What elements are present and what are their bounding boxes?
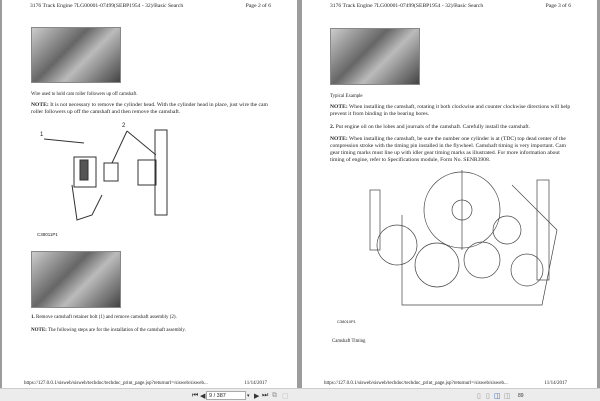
camshaft-photo	[31, 251, 121, 308]
page-dropdown-icon[interactable]: ▾	[247, 392, 250, 399]
footer-url: https://127.0.0.1/sisweb/sisweb/techdoc/techdoc_print_page.jsp?returnurl=/sisweb/sisweb...	[24, 381, 208, 386]
header-title: 3176 Track Engine 7LG00001-07499(SEBP1954 - 32)/Basic Search	[330, 3, 484, 9]
page-footer	[324, 380, 567, 387]
two-page-continuous-icon[interactable]: ◫	[504, 392, 511, 400]
two-page-icon[interactable]: ◫	[494, 392, 501, 400]
page-number-input[interactable]: 9 / 387	[206, 391, 246, 400]
step-body: Put engine oil on the lobes and journals of the camshaft. Carefully install the camshaft.	[334, 124, 531, 130]
page-number: Page 2 of 6	[245, 3, 271, 9]
first-page-icon[interactable]: ⏮	[192, 391, 199, 399]
page-header	[30, 3, 271, 10]
note-label: NOTE:	[330, 136, 348, 142]
footer-date: 11/14/2017	[544, 381, 567, 386]
figure-id: C38010P1	[337, 319, 356, 324]
header-title: 3176 Track Engine 7LG00001-07499(SEBP1954 - 32)/Basic Search	[30, 3, 184, 9]
prev-page-icon[interactable]: ◀	[200, 392, 206, 400]
note-label: NOTE:	[31, 102, 49, 108]
single-page-icon[interactable]: ▯	[477, 392, 481, 400]
camshaft-diagram	[32, 125, 182, 225]
note-body: The following steps are for the installation of the camshaft assembly.	[46, 328, 186, 333]
note-text	[330, 104, 575, 118]
pdf-page-2	[2, 0, 297, 388]
step-body: Remove camshaft retainer bolt (1) and remove camshaft assembly (2).	[34, 315, 177, 320]
figure-id: C38011P1	[37, 232, 58, 237]
page-header	[330, 3, 571, 10]
figure-caption: Camshaft Timing	[332, 339, 366, 344]
note-label: NOTE:	[330, 104, 348, 110]
next-page-icon[interactable]: ▶	[254, 392, 260, 400]
photo-caption: Wire used to hold cam roller followers up off camshaft.	[31, 92, 138, 97]
note-body: When installing the camshaft, rotating it both clockwise and counter clockwise directions will help prevent it from binding in the bearing bores.	[330, 104, 571, 117]
step-text	[330, 124, 575, 131]
note-body: When installing the camshaft, be sure the number one cylinder is at (TDC) top dead center of the compression stroke with the timing pin installed in the flywheel. Camshaft timing is very important. Cam gear timing marks must line up with idler gear timing marks as illustrated. For more information about timing of engine, refer to Specifications module, Form No. SENR3908.	[330, 136, 566, 163]
note-label: NOTE:	[31, 328, 47, 333]
zoom-level[interactable]: 89	[518, 392, 524, 399]
last-page-icon[interactable]: ⏭	[262, 391, 269, 399]
footer-url: https://127.0.0.1/sisweb/sisweb/techdoc/techdoc_print_page.jsp?returnurl=/sisweb/sisweb...	[324, 381, 508, 386]
footer-date: 11/14/2017	[244, 381, 267, 386]
step-number: 2.	[330, 124, 335, 130]
callout-2: 2	[122, 123, 126, 129]
fit-icon[interactable]: ▢	[282, 392, 289, 400]
pdf-toolbar	[0, 388, 600, 401]
note-text	[31, 102, 276, 116]
callout-1: 1	[40, 132, 44, 138]
engine-photo	[31, 27, 121, 83]
note-body: It is not necessary to remove the cylinder head. With the cylinder head in place, just wire the cam roller followers up off the camshaft and then remove the camshaft.	[31, 102, 268, 115]
pdf-page-3	[302, 0, 597, 388]
install-photo	[330, 28, 420, 85]
step-number: 1.	[31, 315, 35, 320]
timing-gear-diagram	[342, 170, 572, 315]
rotate-icon[interactable]: ⧉	[272, 391, 277, 399]
step-text	[31, 314, 177, 321]
page-number: Page 3 of 6	[545, 3, 571, 9]
continuous-page-icon[interactable]: ▯	[486, 392, 490, 400]
note-text-2	[31, 327, 186, 334]
note-text-2	[330, 136, 575, 164]
page-footer	[24, 380, 267, 387]
photo-caption: Typical Example	[330, 94, 363, 99]
